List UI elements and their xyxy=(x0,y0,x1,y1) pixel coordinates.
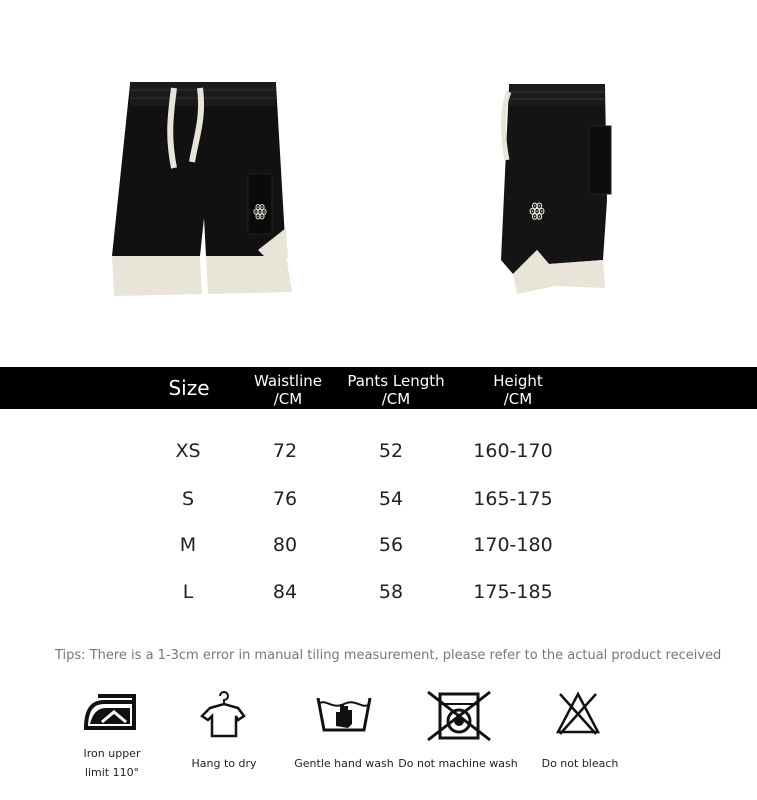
care-label-no-machine-wash: Do not machine wash xyxy=(398,757,518,770)
table-row xyxy=(0,440,757,464)
shorts-side-image xyxy=(495,80,623,302)
cell-size: S xyxy=(181,488,195,510)
cell-height: 160-170 xyxy=(473,440,553,462)
cell-length: 56 xyxy=(378,534,404,556)
header-pants-length: Pants Length /CM xyxy=(347,372,445,408)
table-row xyxy=(0,581,757,605)
care-label-no-bleach: Do not bleach xyxy=(541,757,619,770)
no-machine-wash-icon xyxy=(426,690,492,742)
cell-length: 54 xyxy=(378,488,404,510)
svg-text:ꙮ: ꙮ xyxy=(529,200,545,221)
iron-icon xyxy=(82,690,142,736)
header-height: Height /CM xyxy=(493,372,543,408)
hang-dry-icon xyxy=(200,688,246,740)
cell-length: 52 xyxy=(378,440,404,462)
care-label-hand-wash: Gentle hand wash xyxy=(294,757,394,770)
cell-size: L xyxy=(182,581,194,603)
cell-size: XS xyxy=(175,440,201,462)
header-waistline: Waistline /CM xyxy=(254,372,322,408)
shorts-front-image xyxy=(108,78,300,300)
cell-height: 170-180 xyxy=(473,534,553,556)
cell-waist: 76 xyxy=(272,488,298,510)
cell-length: 58 xyxy=(378,581,404,603)
measurement-tips: Tips: There is a 1-3cm error in manual tiling measurement, please refer to the actual product received xyxy=(55,648,722,663)
hand-wash-icon xyxy=(314,690,374,740)
care-label-hang: Hang to dry xyxy=(191,757,257,770)
cell-height: 165-175 xyxy=(473,488,553,510)
cell-waist: 80 xyxy=(272,534,298,556)
no-bleach-icon xyxy=(554,690,602,738)
size-table-header xyxy=(0,367,757,409)
cell-size: M xyxy=(179,534,197,556)
cell-waist: 72 xyxy=(272,440,298,462)
cell-height: 175-185 xyxy=(473,581,553,603)
header-size: Size xyxy=(168,376,210,400)
cell-waist: 84 xyxy=(272,581,298,603)
care-label-iron: Iron upper limit 110° xyxy=(83,747,141,779)
table-row xyxy=(0,488,757,512)
svg-text:ꙮ: ꙮ xyxy=(252,201,268,220)
table-row xyxy=(0,534,757,558)
